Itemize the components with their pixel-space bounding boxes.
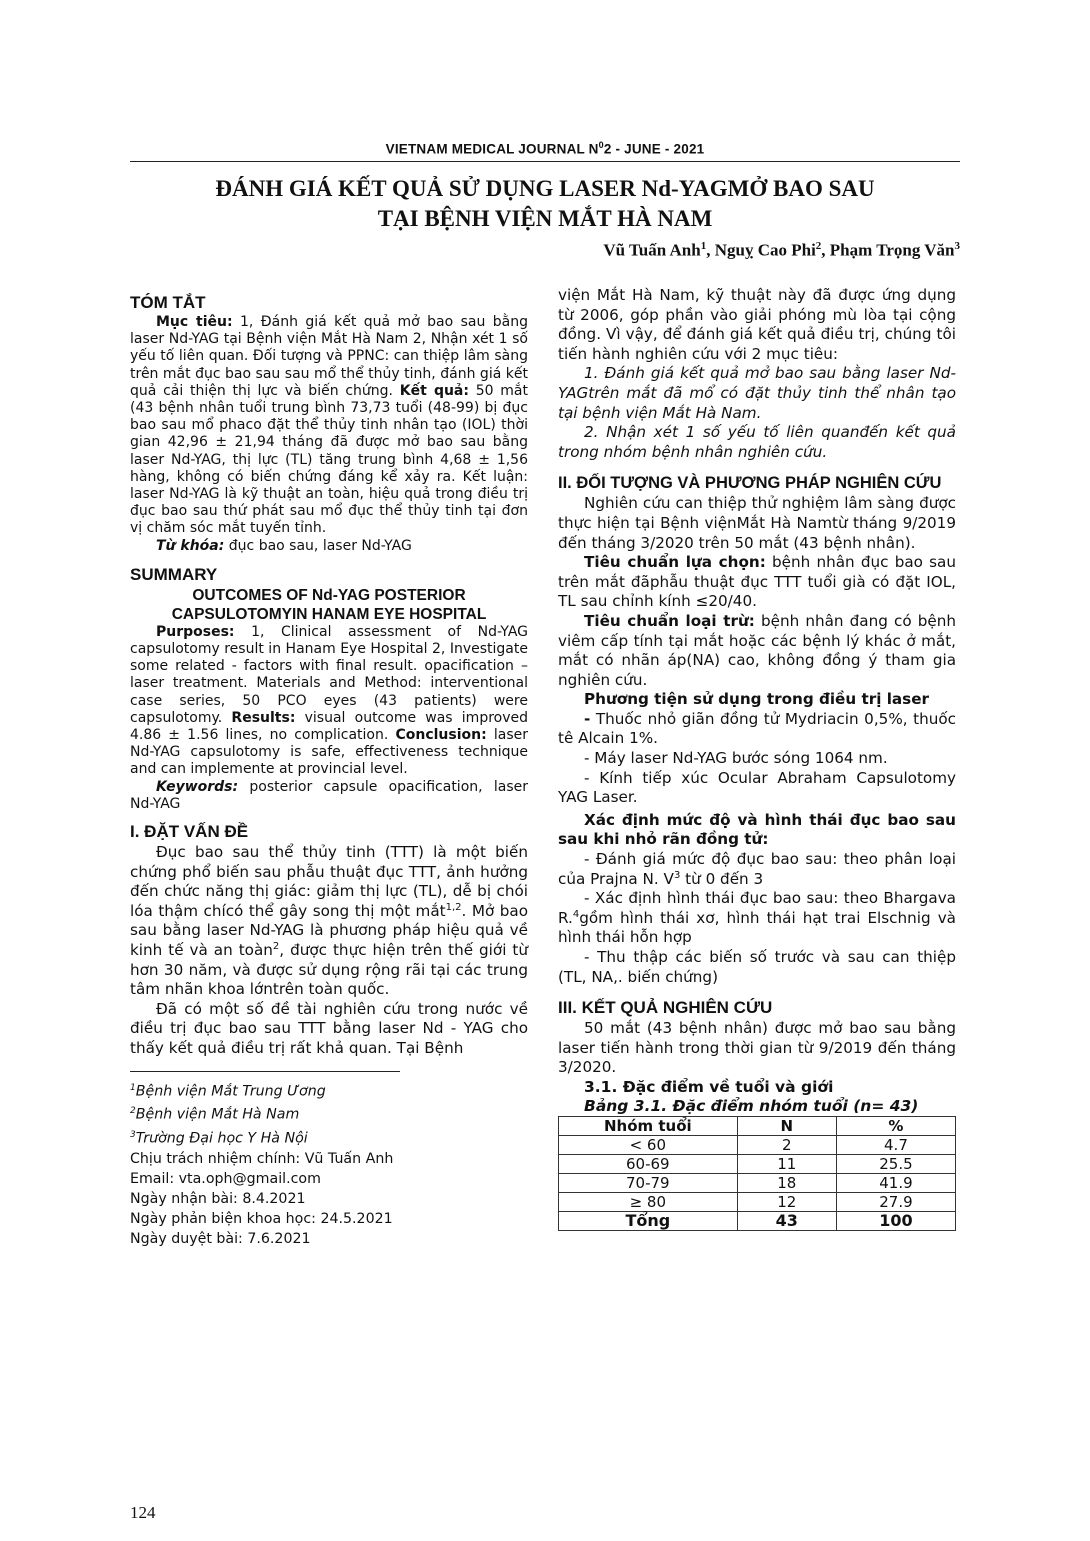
aim-2: 2. Nhận xét 1 số yếu tố liên quanđến kết quả trong nhóm bệnh nhân nghiên cứu.: [558, 423, 956, 461]
table-header-cell: N: [737, 1116, 836, 1135]
table-cell: 27.9: [836, 1192, 955, 1211]
section-1-paragraph: Đã có một số đề tài nghiên cứu trong nước về điều trị đục bao sau TTT bằng laser Nd - YAG cho thấy kết quả điều trị rất khả quan. Tại Bệnh: [130, 999, 528, 1058]
title-line-1: ĐÁNH GIÁ KẾT QUẢ SỬ DỤNG LASER Nd-YAGMỞ BAO SAU: [215, 175, 875, 201]
table-cell: Tổng: [559, 1211, 738, 1230]
author: Phạm Trọng Văn: [829, 240, 955, 260]
table-cell: 25.5: [836, 1154, 955, 1173]
section-3-heading: III. KẾT QUẢ NGHIÊN CỨU: [558, 998, 773, 1018]
table-caption: Bảng 3.1. Đặc điểm nhóm tuổi (n= 43): [584, 1096, 919, 1115]
section-2-paragraph: Nghiên cứu can thiệp thử nghiệm lâm sàng được thực hiện tại Bệnh việnMắt Hà Namtừ tháng 9/2019 đến tháng 3/2020 trên 50 mắt (43 bệnh nhân).: [558, 494, 956, 552]
abstract-keywords: Từ khóa: đục bao sau, laser Nd-YAG: [156, 537, 412, 554]
table-total-row: [559, 1211, 956, 1230]
table-cell: ≥ 80: [559, 1192, 738, 1211]
table-cell: 12: [737, 1192, 836, 1211]
table-cell: 18: [737, 1173, 836, 1192]
morphology-heading: Xác định mức độ và hình thái đục bao sau sau khi nhỏ rãn đồng tử:: [558, 810, 956, 849]
table-cell: 11: [737, 1154, 836, 1173]
footnote: $^3$Trường Đại học Y Hà Nội: [130, 1130, 308, 1147]
footnote: $^1$Bệnh viện Mắt Trung Ương: [130, 1082, 326, 1100]
summary-heading: SUMMARY: [130, 564, 218, 584]
left-column: [130, 292, 528, 1249]
means-item: - Máy laser Nd-YAG bước sóng 1064 nm.: [584, 749, 888, 768]
means-heading: Phương tiện sử dụng trong điều trị laser: [584, 690, 929, 709]
section-1-paragraph: Đục bao sau thể thủy tinh (TTT) là một biến chứng phổ biến sau phẫu thuật đục TTT, ảnh hưởng đến chức năng thị giác: giảm thị lực (TL), dễ bị chói lóa thậm chícó thể gây song thị một mắt$^{1,2}$. Mở bao sau bằng laser Nd-YAG là phương pháp hiệu quả về kinh tế và an toàn$^2$, được thực hiện trên thế giới từ hơn 30 năm, và được sử dụng rộng rãi tại các trung tâm nhãn khoa lớntrên toàn quốc.: [130, 843, 529, 999]
table-row: [559, 1154, 956, 1173]
morphology-item: - Thu thập các biến số trước và sau can thiệp (TL, NA,. biến chứng): [558, 948, 956, 986]
footnote-rule: [130, 1071, 400, 1072]
table-row: [559, 1135, 956, 1154]
footnote-received: Ngày nhận bài: 8.4.2021: [130, 1190, 306, 1207]
table-header-cell: %: [836, 1116, 955, 1135]
article-title: [130, 174, 960, 234]
subsection-heading: 3.1. Đặc điểm về tuổi và giới: [584, 1077, 834, 1096]
table-header-cell: Nhóm tuổi: [559, 1116, 738, 1135]
table-cell: 70-79: [559, 1173, 738, 1192]
section-3-paragraph: 50 mắt (43 bệnh nhân) được mở bao sau bằng laser tiến hành trong thời gian từ 9/2019 đến tháng 3/2020.: [558, 1019, 956, 1077]
abstract-paragraph: Mục tiêu: 1, Đánh giá kết quả mở bao sau bằng laser Nd-YAG tại Bệnh viện Mắt Hà Nam 2, Nhận xét 1 số yếu tố liên quan. Đối tượng và PPNC: can thiệp lâm sàng trên mắt đục bao sau sau mổ thể thủy tinh, đánh giá kết quả cải thiện thị lực và biến chứng. Kết quả: 50 mắt (43 bệnh nhân tuổi trung bình 73,73 tuổi (48-99) bị đục bao sau mổ phaco đặt thể thủy tinh nhân tạo (IOL) thời gian 42,96 ± 21,94 tháng đã được mở bao sau bằng laser Nd-YAG, thị lực (TL) tăng trung bình 4,68 ± 1,56 hàng, không có biến chứng đáng kể xảy ra. Kết luận: laser Nd-YAG là kỹ thuật an toàn, hiệu quả trong điều trị đục bao sau thứ phát sau mổ đục thể thủy tinh tại đơn vị chăm sóc mắt tuyến tỉnh.: [130, 314, 529, 537]
table-header-row: [559, 1116, 956, 1135]
footnote-email: Email: vta.oph@gmail.com: [130, 1170, 321, 1187]
table-cell: 41.9: [836, 1173, 955, 1192]
page: [130, 140, 960, 1530]
morphology-item: - Đánh giá mức độ đục bao sau: theo phân loại của Prajna N. $V^3$ từ 0 đến 3: [558, 850, 956, 888]
section-1-heading: I. ĐẶT VẤN ĐỀ: [130, 822, 249, 842]
footnote-approved: Ngày duyệt bài: 7.6.2021: [130, 1230, 311, 1247]
table-row: [559, 1192, 956, 1211]
footnote-reviewed: Ngày phản biện khoa học: 24.5.2021: [130, 1210, 393, 1227]
age-group-table: [558, 1116, 956, 1231]
author-list: Vũ Tuấn Anh$^1$, Nguỵ Cao Phi$^2$, Phạm Trọng Văn$^3$: [603, 239, 960, 260]
summary-paragraph: Purposes: 1, Clinical assessment of Nd-YAG capsulotomy result in Hanam Eye Hospital 2, Investigate some related - factors with final result. opacification – laser treatment. Materials and Method: interventional case series, 50 PCO eyes (43 patients) were capsulotomy. Results: visual outcome was improved 4.86 ± 1.56 lines, no complication. Conclusion: laser Nd-YAG capsulotomy is safe, effectiveness technique and can implemente at provincial level.: [130, 623, 528, 778]
page-number: 124: [130, 1503, 156, 1522]
table-cell: 60-69: [559, 1154, 738, 1173]
title-line-2: TẠI BỆNH VIỆN MẮT HÀ NAM: [377, 205, 713, 231]
table-cell: < 60: [559, 1135, 738, 1154]
author: Nguỵ Cao Phi: [714, 240, 816, 260]
table-row: [559, 1173, 956, 1192]
table-cell: 100: [836, 1211, 955, 1230]
author: Vũ Tuấn Anh: [603, 240, 701, 260]
table-cell: 4.7: [836, 1135, 955, 1154]
abstract-heading: TÓM TẮT: [130, 293, 206, 312]
means-item: - Thuốc nhỏ giãn đồng tử Mydriacin 0,5%, thuốc tê Alcain 1%.: [558, 709, 956, 748]
exclusion-criteria: Tiêu chuẩn loại trừ: bệnh nhân đang có bệnh viêm cấp tính tại mắt hoặc các bệnh lý khác ở mắt, mắt có nhãn áp(NA) cao, không đồng ý tham gia nghiên cứu.: [558, 611, 956, 689]
abstract-vi: [130, 314, 528, 555]
section-2-heading: II. ĐỐI TƯỢNG VÀ PHƯƠNG PHÁP NGHIÊN CỨU: [558, 474, 942, 493]
right-column: [558, 286, 956, 1231]
section-1-continuation: viện Mắt Hà Nam, kỹ thuật này đã được ứng dụng từ 2006, góp phần vào giải phóng mù lòa tại cộng đồng. Vì vậy, để đánh giá kết quả điều trị, chúng tôi tiến hành nghiên cứu với 2 mục tiêu:: [558, 286, 956, 363]
summary-keywords: Keywords: posterior capsule opacification, laser Nd-YAG: [130, 778, 528, 812]
aim-1: 1. Đánh giá kết quả mở bao sau bằng laser Nd-YAGtrên mắt đã mổ có đặt thủy tinh thể nhân tạo tại bệnh viện Mắt Hà Nam.: [558, 364, 956, 422]
morphology-item: - Xác định hình thái đục bao sau: theo Bhargava R.$^4$gồm hình thái xơ, hình thái hạt trai Elschnig và hình thái hỗn hợp: [558, 889, 956, 947]
table-cell: 43: [737, 1211, 836, 1230]
summary-title: OUTCOMES OF Nd-YAG POSTERIOR CAPSULOTOMYIN HANAM EYE HOSPITAL: [171, 586, 487, 623]
footnote-responsible: Chịu trách nhiệm chính: Vũ Tuấn Anh: [130, 1150, 394, 1167]
inclusion-criteria: Tiêu chuẩn lựa chọn: bệnh nhân đục bao sau trên mắt đãphẫu thuật đục TTT tuổi già có đặt IOL, TL sau chỉnh kính ≤20/40.: [558, 553, 956, 611]
footnote: $^2$Bệnh viện Mắt Hà Nam: [130, 1106, 300, 1124]
summary-body: [130, 624, 528, 813]
footnotes: [130, 1078, 528, 1249]
table-cell: 2: [737, 1135, 836, 1154]
journal-header: VIETNAM MEDICAL JOURNAL $N^02$ - JUNE - 2021: [130, 140, 960, 162]
means-item: - Kính tiếp xúc Ocular Abraham Capsulotomy YAG Laser.: [558, 768, 956, 807]
